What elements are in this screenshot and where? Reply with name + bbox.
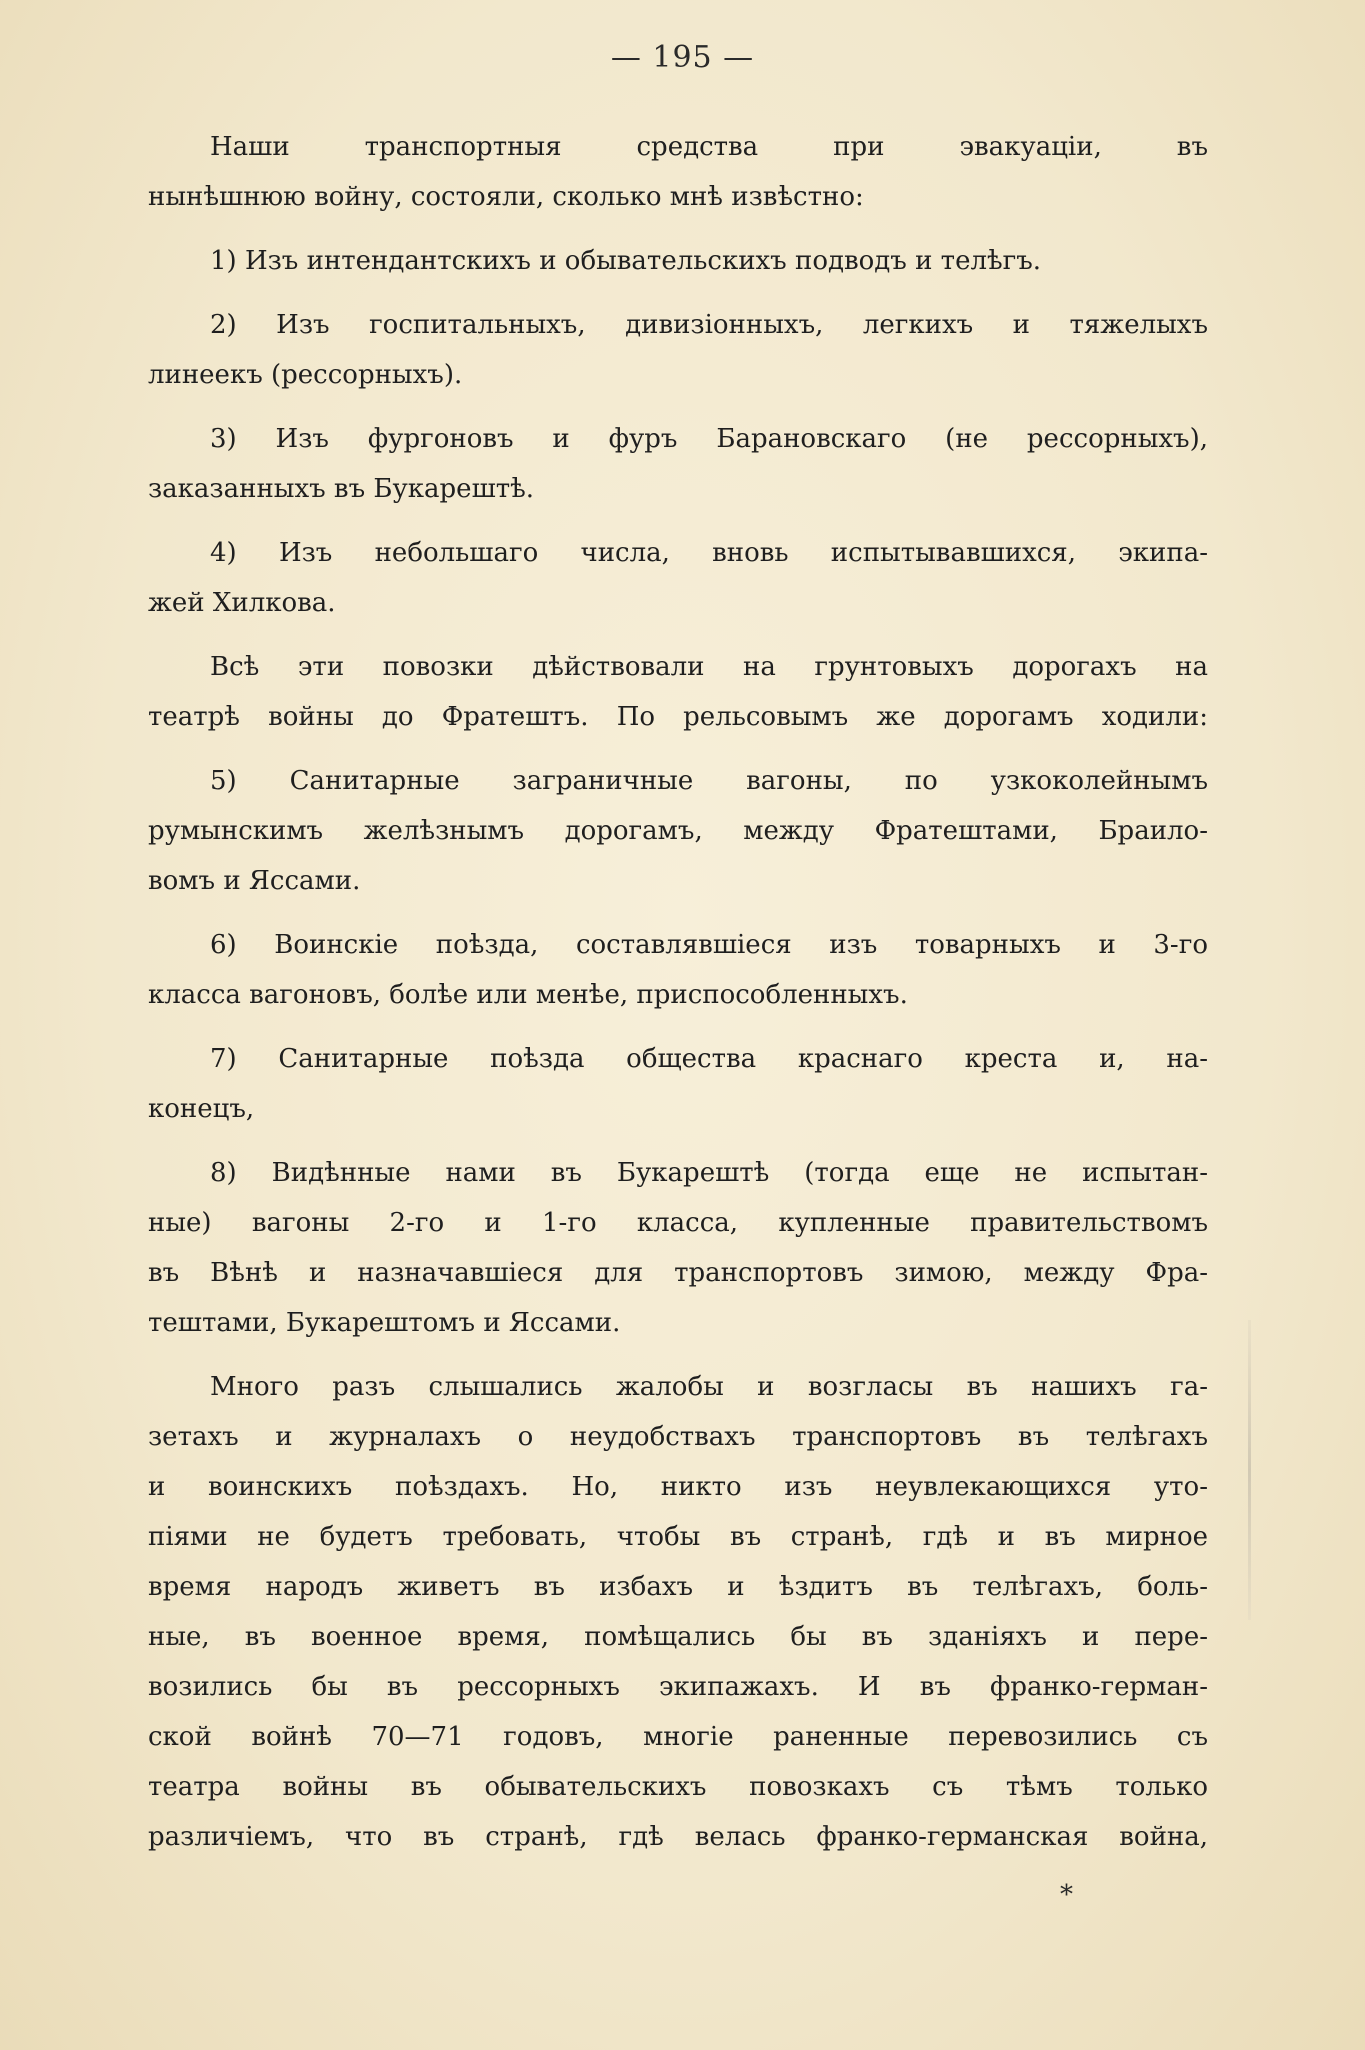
text-line: ные, въ военное время, помѣщались бы въ зданіяхъ и пере- (148, 1622, 1208, 1652)
text-line: время народъ живетъ въ избахъ и ѣздитъ въ телѣгахъ, боль- (148, 1572, 1208, 1602)
text-line: ской войнѣ 70—71 годовъ, многіе раненные перевозились съ (148, 1722, 1208, 1752)
text-line: конецъ, (148, 1094, 255, 1124)
text-line: класса вагоновъ, болѣе или менѣе, приспособленныхъ. (148, 980, 908, 1010)
text-line: театра войны въ обывательскихъ повозкахъ съ тѣмъ только (148, 1772, 1208, 1802)
signature-mark: * (1060, 1880, 1073, 1910)
list-item (148, 528, 1208, 628)
paragraph (148, 122, 1208, 222)
list-item (148, 920, 1208, 1020)
page-number: — 195 — (610, 40, 755, 75)
text-line: 5) Санитарные заграничные вагоны, по узкоколейнымъ (210, 766, 1208, 796)
text-line: піями не будетъ требовать, чтобы въ странѣ, гдѣ и въ мирное (148, 1522, 1208, 1552)
text-line: 1) Изъ интендантскихъ и обывательскихъ подводъ и телѣгъ. (210, 246, 1042, 276)
text-line: Всѣ эти повозки дѣйствовали на грунтовыхъ дорогахъ на (210, 652, 1208, 682)
body-text (148, 122, 1208, 1862)
text-line: нынѣшнюю войну, состояли, сколько мнѣ извѣстно: (148, 182, 864, 212)
text-line: румынскимъ желѣзнымъ дорогамъ, между Фратештами, Браило- (148, 816, 1208, 846)
text-line: 3) Изъ фургоновъ и фуръ Барановскаго (не рессорныхъ), (210, 424, 1208, 454)
text-line: въ Вѣнѣ и назначавшіеся для транспортовъ зимою, между Фра- (148, 1258, 1208, 1288)
text-line: ные) вагоны 2-го и 1-го класса, купленные правительствомъ (148, 1208, 1208, 1238)
text-line: Много разъ слышались жалобы и возгласы въ нашихъ га- (210, 1372, 1208, 1402)
text-line: 8) Видѣнные нами въ Букарештѣ (тогда еще не испытан- (210, 1158, 1208, 1188)
text-line: Наши транспортныя средства при эвакуаціи, въ (210, 132, 1208, 162)
list-item (148, 236, 1208, 286)
text-line: 7) Санитарные поѣзда общества краснаго креста и, на- (210, 1044, 1208, 1074)
text-line: театрѣ войны до Фратештъ. По рельсовымъ же дорогамъ ходили: (148, 702, 1208, 732)
margin-scan-mark (1248, 1320, 1251, 1620)
text-line: жей Хилкова. (148, 588, 336, 618)
text-line: вомъ и Яссами. (148, 866, 361, 896)
text-line: 6) Воинскіе поѣзда, составлявшіеся изъ товарныхъ и 3-го (210, 930, 1208, 960)
text-line: возились бы въ рессорныхъ экипажахъ. И въ франко-герман- (148, 1672, 1208, 1702)
paragraph (148, 642, 1208, 742)
text-line: тештами, Букарештомъ и Яссами. (148, 1308, 621, 1338)
text-line: линеекъ (рессорныхъ). (148, 360, 463, 390)
text-line: зетахъ и журналахъ о неудобствахъ транспортовъ въ телѣгахъ (148, 1422, 1208, 1452)
list-item (148, 300, 1208, 400)
text-line: 4) Изъ небольшаго числа, вновь испытывавшихся, экипа- (210, 538, 1208, 568)
text-line: различіемъ, что въ странѣ, гдѣ велась франко-германская война, (148, 1822, 1208, 1852)
list-item (148, 756, 1208, 906)
text-line: и воинскихъ поѣздахъ. Но, никто изъ неувлекающихся уто- (148, 1472, 1208, 1502)
list-item (148, 1148, 1208, 1348)
paragraph (148, 1362, 1208, 1862)
text-line: 2) Изъ госпитальныхъ, дивизіонныхъ, легкихъ и тяжелыхъ (210, 310, 1208, 340)
list-item (148, 414, 1208, 514)
list-item (148, 1034, 1208, 1134)
text-line: заказанныхъ въ Букарештѣ. (148, 474, 535, 504)
